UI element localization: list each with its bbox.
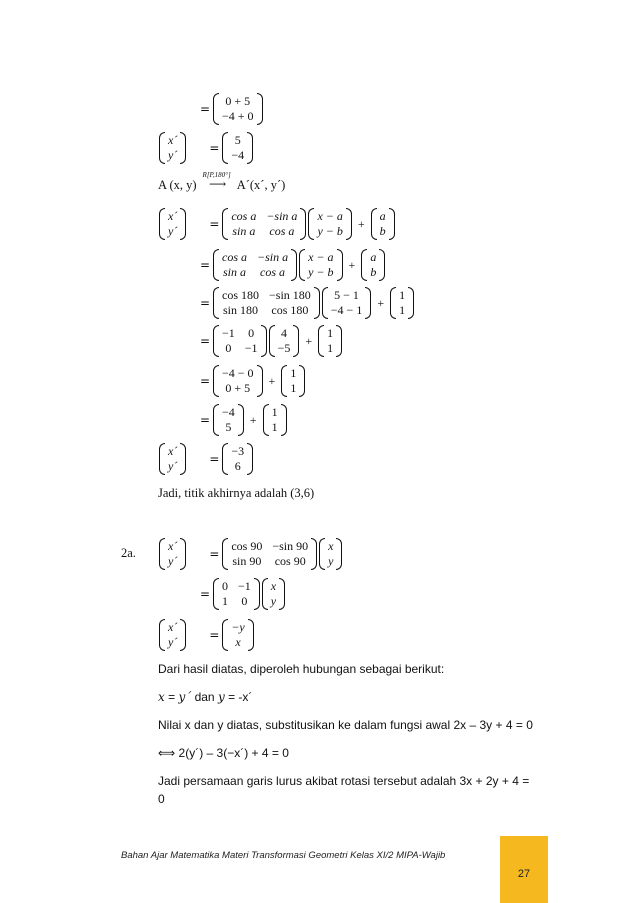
bracket-right [408, 287, 414, 319]
step-10 [158, 443, 254, 475]
bracket-right [336, 538, 342, 570]
matrix-cell: y − b [308, 265, 334, 279]
page-number: 27 [517, 868, 531, 880]
dan-text: dan [191, 690, 218, 704]
rotation-matrix [222, 208, 306, 240]
plus-sign: + [357, 216, 365, 231]
p2-line-2 [200, 578, 286, 610]
matrix [361, 249, 385, 281]
step-9 [200, 404, 288, 436]
matrix [213, 365, 263, 397]
matrix-cell: cos 180 [222, 288, 259, 302]
matrix-cell: 1 [399, 288, 406, 302]
matrix-cell: cos 90 [274, 554, 306, 568]
matrix-cell: y´ [168, 459, 178, 473]
rotation-matrix [213, 287, 320, 319]
matrix-cell: 1 [271, 420, 278, 434]
step-2 [158, 132, 254, 164]
problem-label: 2a. [121, 546, 136, 560]
p2-relation [158, 690, 252, 704]
step-7 [200, 325, 343, 357]
plus-sign: + [377, 295, 385, 310]
step-4 [158, 208, 396, 240]
matrix-cell: −1 [222, 326, 235, 340]
bracket-right [180, 208, 186, 240]
bracket-right [291, 249, 297, 281]
matrix-cell: cos a [269, 224, 295, 238]
matrix-cell: y [328, 554, 334, 568]
page-number-box [500, 836, 548, 903]
matrix-cell: 1 [327, 341, 334, 355]
matrix [299, 249, 342, 281]
rotation-label: R[P,180°] [202, 171, 231, 179]
matrix-cell: −sin 180 [269, 288, 311, 302]
matrix-lhs [159, 619, 186, 651]
bracket-right [180, 619, 186, 651]
matrix-cell: cos a [260, 265, 286, 279]
p2-line-1 [158, 538, 343, 570]
matrix-cell: −sin a [257, 250, 289, 264]
matrix-cell: 0 [222, 579, 228, 593]
matrix-cell: x [270, 579, 277, 593]
equals-sign: = [209, 547, 220, 561]
matrix-cell: −sin 90 [272, 539, 309, 553]
step-5 [200, 249, 386, 281]
matrix [222, 132, 253, 164]
matrix-cell: a [379, 209, 386, 223]
paragraph-text: Nilai x dan y diatas, substitusikan ke dalam fungsi awal [158, 718, 454, 732]
matrix [222, 443, 253, 475]
matrix-cell: cos 90 [231, 539, 263, 553]
matrix-cell: y − b [317, 224, 343, 238]
bracket-right [180, 132, 186, 164]
matrix-cell: −sin a [266, 209, 298, 223]
matrix-cell: cos a [231, 209, 257, 223]
matrix-cell: y´ [168, 148, 178, 162]
matrix [269, 325, 300, 357]
equals-sign: = [209, 217, 220, 231]
bracket-right [247, 443, 253, 475]
matrix-cell: cos 180 [271, 303, 309, 317]
rotation-matrix [222, 538, 317, 570]
matrix [263, 404, 287, 436]
bracket-right [261, 325, 267, 357]
plus-sign: + [305, 333, 313, 348]
step-1 [200, 93, 264, 125]
bracket-right [279, 578, 285, 610]
equals-sign: = [209, 452, 220, 466]
matrix-cell: −1 [238, 579, 251, 593]
matrix-lhs [159, 538, 186, 570]
matrix-cell: 0 [241, 594, 248, 608]
p2-text-1 [158, 662, 444, 676]
matrix-cell: −4 + 0 [222, 109, 254, 123]
equals-sign: = [200, 413, 211, 427]
matrix-cell: 0 [248, 326, 255, 340]
matrix [318, 325, 342, 357]
matrix-cell: 1 [222, 594, 228, 608]
matrix [322, 287, 372, 319]
original-equation: 2x – 3y + 4 = 0 [453, 718, 533, 732]
conclusion-1 [158, 486, 314, 501]
bracket-right [257, 365, 263, 397]
plus-sign: + [249, 412, 257, 427]
equals-sign: = [200, 102, 211, 116]
matrix-cell: −3 [231, 444, 245, 458]
equals-sign: = [209, 141, 220, 155]
bracket-right [379, 249, 385, 281]
plus-sign: + [348, 257, 356, 272]
matrix-cell: 1 [290, 366, 297, 380]
p2-line-3 [158, 619, 255, 651]
bracket-right [389, 208, 395, 240]
p2-text-2 [158, 718, 533, 732]
step-6 [200, 287, 415, 319]
matrix [371, 208, 395, 240]
matrix-lhs [159, 443, 186, 475]
matrix-cell: b [370, 265, 377, 279]
bracket-right [281, 404, 287, 436]
point-a: A (x, y) [158, 177, 197, 192]
conclusion-text: Jadi, titik akhirnya adalah (3,6) [158, 486, 315, 500]
step-8 [200, 365, 306, 397]
p2-substitution [158, 746, 289, 760]
matrix [222, 619, 253, 651]
matrix-cell: y [270, 594, 277, 608]
matrix-cell: −4 − 1 [330, 303, 363, 317]
var-x: x [158, 690, 165, 704]
matrix [390, 287, 414, 319]
p2-text-3-cont [158, 792, 165, 806]
matrix [262, 578, 285, 610]
matrix-cell: 5 − 1 [334, 288, 359, 302]
matrix [213, 578, 260, 610]
matrix-cell: y´ [168, 554, 178, 568]
matrix-cell: x´ [168, 539, 178, 553]
equals-sign: = [209, 628, 220, 642]
matrix-cell: −4 [231, 148, 245, 162]
matrix-lhs [159, 208, 186, 240]
paragraph-text: Jadi persamaan garis lurus akibat rotasi tersebut adalah 3x + 2y + 4 = [158, 774, 530, 788]
equals-text-2: = -x´ [224, 690, 253, 704]
matrix-cell: b [379, 224, 386, 238]
matrix-cell: 1 [290, 381, 297, 395]
point-a-prime: A´(x´, y´) [236, 177, 286, 192]
matrix-cell: sin 180 [222, 303, 258, 317]
bracket-right [337, 249, 343, 281]
equals-sign: = [200, 258, 211, 272]
rotation-matrix [213, 249, 297, 281]
matrix-cell: 0 + 5 [225, 381, 251, 395]
bracket-right [293, 325, 299, 357]
problem-number [121, 546, 136, 561]
matrix [213, 325, 267, 357]
matrix-cell: y´ [168, 635, 178, 649]
matrix [319, 538, 342, 570]
matrix-cell: 1 [271, 405, 278, 419]
bracket-right [248, 619, 254, 651]
matrix-cell: −4 − 0 [222, 366, 254, 380]
bracket-right [300, 208, 306, 240]
matrix-lhs [159, 132, 186, 164]
matrix-cell: 5 [225, 420, 232, 434]
bracket-right [336, 325, 342, 357]
plus-sign: + [268, 373, 276, 388]
bracket-right [254, 578, 260, 610]
bracket-right [314, 287, 320, 319]
matrix-cell: x´ [168, 444, 178, 458]
bracket-right [311, 538, 317, 570]
matrix-cell: 1 [399, 303, 406, 317]
matrix-cell: sin a [222, 265, 246, 279]
matrix-cell: x´ [168, 620, 178, 634]
matrix-cell: 5 [234, 133, 241, 147]
matrix-cell: 0 + 5 [225, 94, 251, 108]
matrix-cell: 4 [280, 326, 287, 340]
matrix-cell: −5 [277, 341, 291, 355]
matrix-cell: 6 [234, 459, 241, 473]
bracket-right [180, 538, 186, 570]
matrix-cell: sin 90 [232, 554, 262, 568]
bracket-right [365, 287, 371, 319]
p2-text-3 [158, 774, 529, 788]
bracket-right [247, 132, 253, 164]
matrix-cell: 0 [225, 341, 232, 355]
bracket-right [346, 208, 352, 240]
paragraph-text: 0 [158, 792, 165, 806]
matrix-cell: a [370, 250, 377, 264]
matrix [281, 365, 305, 397]
bracket-right [257, 93, 263, 125]
matrix [308, 208, 351, 240]
paragraph-text: Dari hasil diatas, diperoleh hubungan sebagai berikut: [158, 662, 445, 676]
matrix-cell: 1 [327, 326, 334, 340]
matrix-cell: x´ [168, 133, 178, 147]
equals-sign: = [200, 296, 211, 310]
var-y-prime: y´ [178, 690, 192, 704]
matrix-cell: x´ [168, 209, 178, 223]
bracket-right [299, 365, 305, 397]
bracket-right [238, 404, 244, 436]
equals-text: = [164, 690, 179, 704]
matrix-cell: −4 [222, 405, 235, 419]
var-y: y [217, 690, 225, 704]
matrix-cell: −1 [244, 341, 258, 355]
matrix-cell: x [235, 635, 241, 649]
bracket-right [180, 443, 186, 475]
rotation-arrow [203, 171, 231, 189]
equals-sign: = [200, 587, 211, 601]
matrix [213, 404, 244, 436]
matrix-cell: sin a [232, 224, 256, 238]
rotation-mapping [158, 171, 286, 194]
substitution-text: ⟺ 2(y´) – 3(−x´) + 4 = 0 [158, 746, 289, 760]
equals-sign: = [200, 334, 211, 348]
matrix-cell: y´ [168, 224, 178, 238]
matrix-cell: cos a [222, 250, 247, 264]
equals-sign: = [200, 374, 211, 388]
matrix-cell: −y [231, 620, 245, 634]
matrix [213, 93, 263, 125]
arrow-icon: ⟶ [209, 177, 225, 191]
footer-text: Bahan Ajar Matematika Materi Transformasi Geometri Kelas XI/2 MIPA-Wajib [121, 850, 446, 861]
matrix-cell: x − a [317, 209, 343, 223]
matrix-cell: x [328, 539, 334, 553]
matrix-cell: x − a [308, 250, 334, 264]
